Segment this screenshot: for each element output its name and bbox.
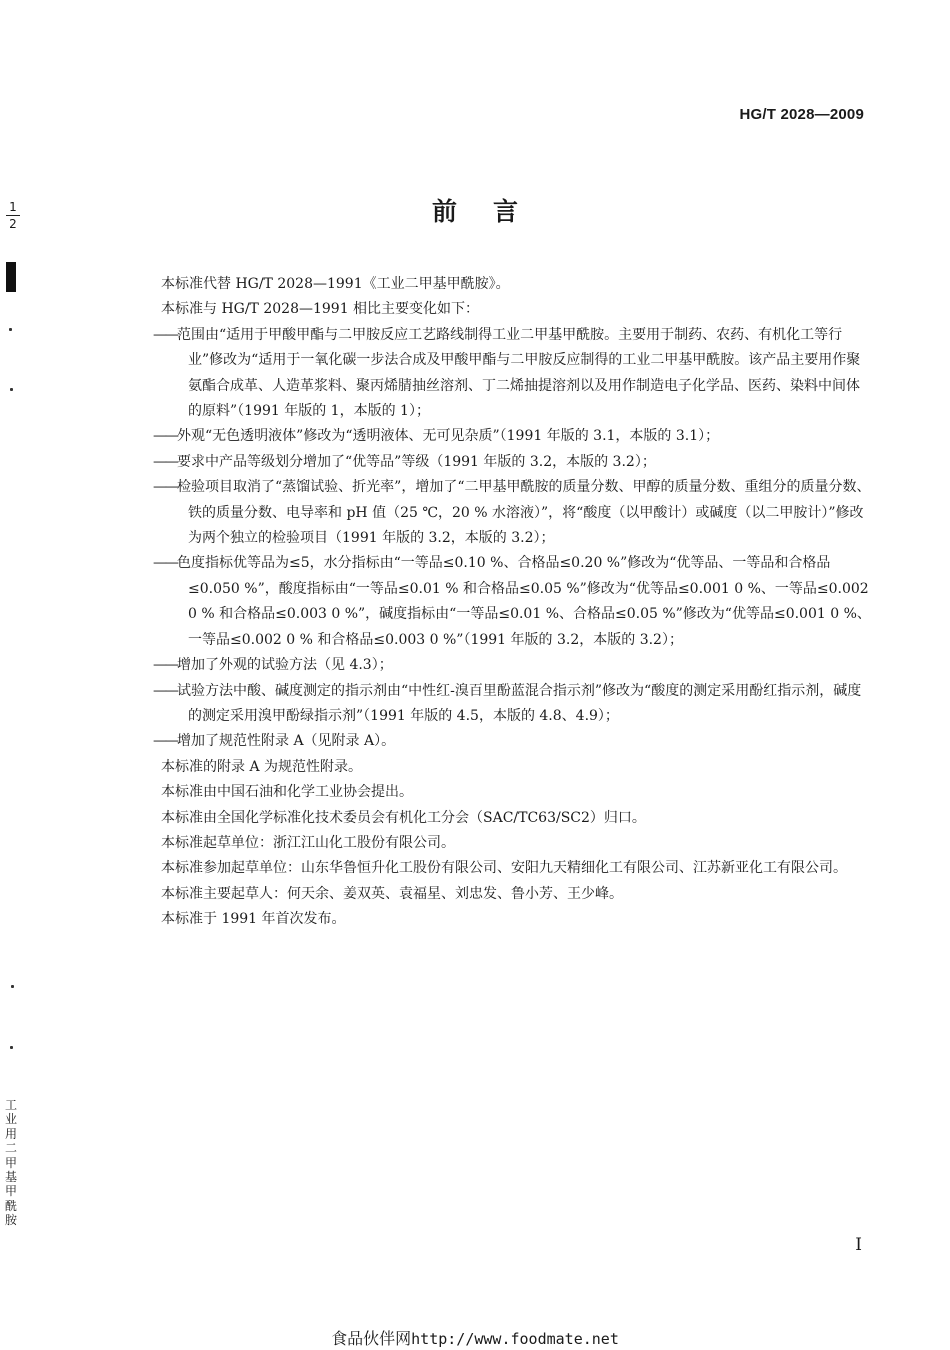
paragraph-drafting-unit: 本标准起草单位：浙江江山化工股份有限公司。 bbox=[161, 834, 455, 851]
paragraph-proposed-by: 本标准由中国石油和化学工业协会提出。 bbox=[161, 784, 413, 801]
fraction-denominator: 2 bbox=[9, 217, 17, 231]
binding-mark bbox=[6, 262, 16, 292]
footer-site-name: 食品伙伴网 bbox=[331, 1329, 412, 1348]
bullet-dash: —— bbox=[153, 326, 177, 343]
change-item-7 bbox=[153, 679, 873, 730]
change-text: 试验方法中酸、碱度测定的指示剂由“中性红-溴百里酚蓝混合指示剂”修改为“酸度的测定采用酚红指示剂，碱度的测定采用溴甲酚绿指示剂”（1991 年版的 4.5，本版的 4.8、4.9）； bbox=[177, 682, 862, 724]
preface-body bbox=[153, 272, 873, 933]
bullet-dash: —— bbox=[153, 657, 177, 674]
bullet-dash: —— bbox=[153, 733, 177, 750]
page-number: I bbox=[855, 1235, 862, 1255]
change-item-1 bbox=[153, 323, 873, 425]
paragraph-under-jurisdiction: 本标准由全国化学标准化技术委员会有机化工分会（SAC/TC63/SC2）归口。 bbox=[161, 809, 646, 826]
spine-title: 工业用二甲基甲酰胺 bbox=[5, 1098, 18, 1228]
footer-url: http://www.foodmate.net bbox=[411, 1330, 619, 1348]
paragraph-changes-intro: 本标准与 HG/T 2028—1991 相比主要变化如下： bbox=[161, 301, 480, 318]
change-item-8 bbox=[153, 729, 873, 754]
change-item-3 bbox=[153, 450, 873, 475]
margin-fraction bbox=[6, 200, 20, 231]
change-text: 范围由“适用于甲酸甲酯与二甲胺反应工艺路线制得工业二甲基甲酰胺。主要用于制药、农药、有机化工等行业”修改为“适用于一氧化碳一步法合成及甲酸甲酯与二甲胺反应制得的工业二甲基甲酰胺。该产品主要用作聚氨酯合成革、人造革浆料、聚丙烯腈抽丝溶剂、丁二烯抽提溶剂以及用作制造电子化学品、医药、染料中间体的原料”（1991 年版的 1，本版的 1）； bbox=[177, 326, 861, 420]
bullet-dash: —— bbox=[153, 428, 177, 445]
page-title: 前言 bbox=[431, 197, 554, 226]
standard-code: HG/T 2028—2009 bbox=[739, 106, 864, 123]
change-text: 色度指标优等品为≤5，水分指标由“一等品≤0.10 %、合格品≤0.20 %”修改为“优等品、一等品和合格品≤0.050 %”，酸度指标由“一等品≤0.01 % 和合格品≤0.05 %”修改为“优等品≤0.001 0 %、一等品≤0.002 0 % 和合格品≤0.003 0 %”，碱度指标由“一等品≤0.01 %、合格品≤0.05 %”修改为“优等品≤0.001 0 %、一等品≤0.002 0 % 和合格品≤0.003 0 %”（1991 年版的 3.2，本版的 3.2）； bbox=[177, 555, 871, 648]
change-item-4 bbox=[153, 475, 873, 551]
change-text: 增加了规范性附录 A（见附录 A）。 bbox=[177, 733, 396, 750]
scan-speck bbox=[10, 388, 13, 391]
change-item-5 bbox=[153, 551, 873, 653]
paragraph-replaces: 本标准代替 HG/T 2028—1991《工业二甲基甲酰胺》。 bbox=[161, 276, 510, 292]
change-text: 检验项目取消了“蒸馏试验、折光率”，增加了“二甲基甲酰胺的质量分数、甲醇的质量分数、重组分的质量分数、铁的质量分数、电导率和 pH 值（25 ℃，20 % 水溶液）”，将“酸度（以甲酸计）或碱度（以二甲胺计）”修改为两个独立的检验项目（1991 年版的 3.2，本版的 3.2）； bbox=[177, 479, 871, 547]
bullet-dash: —— bbox=[153, 479, 177, 496]
bullet-dash: —— bbox=[153, 682, 177, 699]
change-text: 要求中产品等级划分增加了“优等品”等级（1991 年版的 3.2，本版的 3.2）； bbox=[177, 453, 656, 470]
scan-speck bbox=[11, 985, 14, 988]
change-item-6 bbox=[153, 653, 873, 678]
fraction-numerator: 1 bbox=[9, 200, 17, 214]
change-text: 外观“无色透明液体”修改为“透明液体、无可见杂质”（1991 年版的 3.1，本版的 3.1）； bbox=[177, 428, 720, 445]
change-text: 增加了外观的试验方法（见 4.3）； bbox=[177, 657, 393, 674]
scan-speck bbox=[9, 328, 12, 331]
paragraph-participating-units: 本标准参加起草单位：山东华鲁恒升化工股份有限公司、安阳九天精细化工有限公司、江苏新亚化工有限公司。 bbox=[161, 860, 847, 877]
bullet-dash: —— bbox=[153, 555, 177, 572]
scan-speck bbox=[10, 1046, 13, 1049]
fraction-bar bbox=[6, 215, 20, 216]
change-item-2 bbox=[153, 424, 873, 449]
paragraph-first-published: 本标准于 1991 年首次发布。 bbox=[161, 911, 346, 928]
footer-watermark bbox=[0, 1326, 950, 1349]
paragraph-main-drafters: 本标准主要起草人：何天余、姜双英、袁福星、刘忠发、鲁小芳、王少峰。 bbox=[161, 885, 623, 902]
bullet-dash: —— bbox=[153, 453, 177, 470]
paragraph-annex: 本标准的附录 A 为规范性附录。 bbox=[161, 758, 363, 775]
